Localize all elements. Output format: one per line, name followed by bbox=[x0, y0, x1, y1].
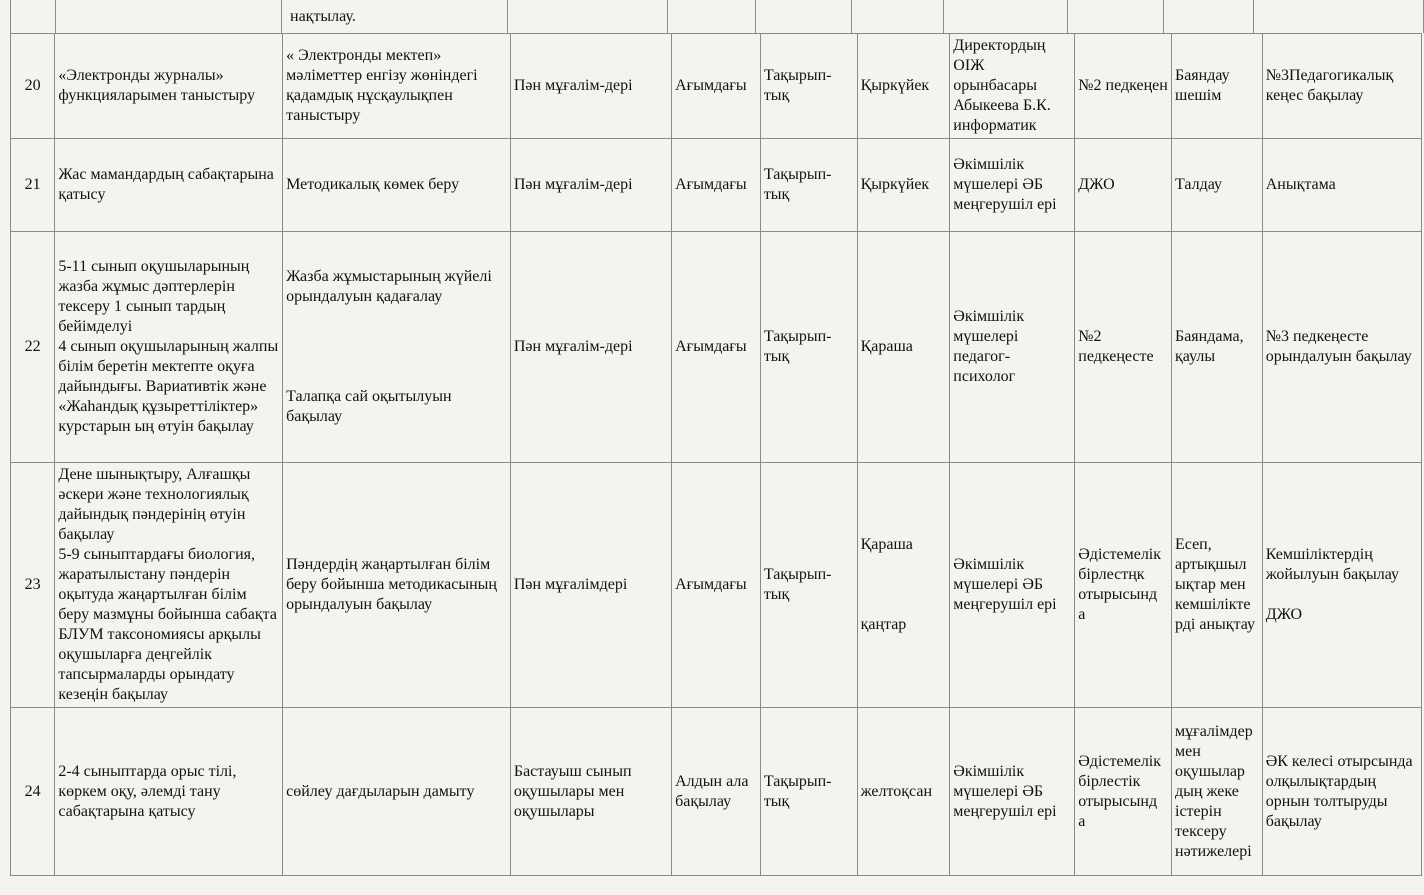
control-type: Ағымдағы bbox=[672, 463, 761, 708]
control-form: Тақырып-тық bbox=[760, 463, 857, 708]
control-object: Пән мұғалім-дері bbox=[510, 139, 671, 232]
control-goal: Методикалық көмек беру bbox=[283, 139, 511, 232]
control-goal: Жазба жұмыстарының жүйелі орындалуын қадағалау Талапқа сай оқытылуын бақылау bbox=[283, 232, 511, 463]
control-type: Ағымдағы bbox=[672, 232, 761, 463]
control-result: Есеп, артықшыл ықтар мен кемшілікте рді анықтау bbox=[1172, 463, 1263, 708]
management-decision: Анықтама bbox=[1262, 139, 1421, 232]
divider bbox=[755, 0, 756, 33]
control-type: Ағымдағы bbox=[672, 34, 761, 139]
control-goal: « Электронды мектеп» мәліметтер енгізу жөніндегі қадамдық нұсқаулықпен таныстыру bbox=[283, 34, 511, 139]
control-goal: Пәндердің жаңартылған білім беру бойынша методикасының орындалуын бақылау bbox=[283, 463, 511, 708]
control-result: мұғалімдер мен оқушылар дың жеке істерін тексеру нәтижелері bbox=[1172, 708, 1263, 876]
control-object: Пән мұғалімдері bbox=[510, 463, 671, 708]
control-form: Тақырып-тық bbox=[760, 708, 857, 876]
responsible: Әкімшілік мүшелері ӘБ меңгерушіл ері bbox=[950, 463, 1075, 708]
control-form: Тақырып-тық bbox=[760, 34, 857, 139]
divider bbox=[1253, 0, 1254, 33]
control-goal: сөйлеу дағдыларын дамыту bbox=[283, 708, 511, 876]
divider bbox=[943, 0, 944, 33]
review-place: №2 педкеңен bbox=[1075, 34, 1172, 139]
row-number: 21 bbox=[11, 139, 55, 232]
control-object: Бастауыш сынып оқушылары мен оқушылары bbox=[510, 708, 671, 876]
divider bbox=[281, 0, 282, 33]
control-result: Баяндама, қаулы bbox=[1172, 232, 1263, 463]
divider bbox=[1067, 0, 1068, 33]
control-result: Баяндау шешім bbox=[1172, 34, 1263, 139]
responsible: Әкімшілік мүшелері педагог-психолог bbox=[950, 232, 1075, 463]
management-decision: ӘК келесі отырсында олқылықтардың орнын толтыруды бақылау bbox=[1262, 708, 1421, 876]
management-decision: №3 педкеңесте орындалуын бақылау bbox=[1262, 232, 1421, 463]
control-form: Тақырып-тық bbox=[760, 232, 857, 463]
control-type: Ағымдағы bbox=[672, 139, 761, 232]
control-object: Пән мұғалім-дері bbox=[510, 34, 671, 139]
divider bbox=[851, 0, 852, 33]
review-place: №2 педкеңесте bbox=[1075, 232, 1172, 463]
management-decision: №3Педагогикалық кеңес бақылау bbox=[1262, 34, 1421, 139]
control-object: Пән мұғалім-дері bbox=[510, 232, 671, 463]
responsible: Директордың ОІЖ орынбасары Абыкеева Б.К. информатик bbox=[950, 34, 1075, 139]
previous-row-text: нақтылау. bbox=[290, 8, 356, 25]
control-time: Қыркүйек bbox=[857, 34, 950, 139]
control-result: Талдау bbox=[1172, 139, 1263, 232]
divider bbox=[1163, 0, 1164, 33]
control-topic: 2-4 сыныптарда орыс тілі, көркем оқу, әлемді тану сабақтарына қатысу bbox=[55, 708, 283, 876]
table-row bbox=[11, 708, 1422, 876]
control-plan-table bbox=[10, 33, 1422, 876]
row-number: 24 bbox=[11, 708, 55, 876]
responsible: Әкімшілік мүшелері ӘБ меңгерушіл ері bbox=[950, 708, 1075, 876]
review-place: Әдістемелік бірлестңк отырысынд а bbox=[1075, 463, 1172, 708]
control-time: Қараша bbox=[857, 232, 950, 463]
control-time: Қараша қаңтар bbox=[857, 463, 950, 708]
control-time: желтоқсан bbox=[857, 708, 950, 876]
review-place: ДЖО bbox=[1075, 139, 1172, 232]
row-number: 20 bbox=[11, 34, 55, 139]
control-type: Алдын ала бақылау bbox=[672, 708, 761, 876]
review-place: Әдістемелік бірлестік отырысынд а bbox=[1075, 708, 1172, 876]
control-time: Қыркүйек bbox=[857, 139, 950, 232]
row-number: 23 bbox=[11, 463, 55, 708]
control-topic: 5-11 сынып оқушыларының жазба жұмыс дәптерлерін тексеру 1 сынып тардың бейімделуі 4 сынып оқушыларының жалпы білім беретін мектепте оқуға дайындығы. Вариативтік және «Жаһандық құзыреттіліктер» курстарын ың өтуін бақылау bbox=[55, 232, 283, 463]
control-topic: Жас мамандардың сабақтарына қатысу bbox=[55, 139, 283, 232]
control-topic: «Электронды журналы» функцияларымен таныстыру bbox=[55, 34, 283, 139]
table-row bbox=[11, 232, 1422, 463]
previous-row-remnant bbox=[10, 0, 1424, 33]
management-decision: Кемшіліктердің жойылуын бақылау ДЖО bbox=[1262, 463, 1421, 708]
divider bbox=[55, 0, 56, 33]
responsible: Әкімшілік мүшелері ӘБ меңгерушіл ері bbox=[950, 139, 1075, 232]
row-number: 22 bbox=[11, 232, 55, 463]
table-row bbox=[11, 463, 1422, 708]
divider bbox=[667, 0, 668, 33]
table-row bbox=[11, 34, 1422, 139]
control-form: Тақырып-тық bbox=[760, 139, 857, 232]
table-row bbox=[11, 139, 1422, 232]
control-topic: Дене шынықтыру, Алғашқы әскери және технологиялық дайындық пәндерінің өтуін бақылау 5-9 сыныптардағы биология, жаратылыстану пәндерін оқытуда жаңартылған білім беру мазмұны бойынша сабақта БЛУМ таксономиясы арқылы оқушыларға деңгейлік тапсырмаларды орындату кезеңін бақылау bbox=[55, 463, 283, 708]
